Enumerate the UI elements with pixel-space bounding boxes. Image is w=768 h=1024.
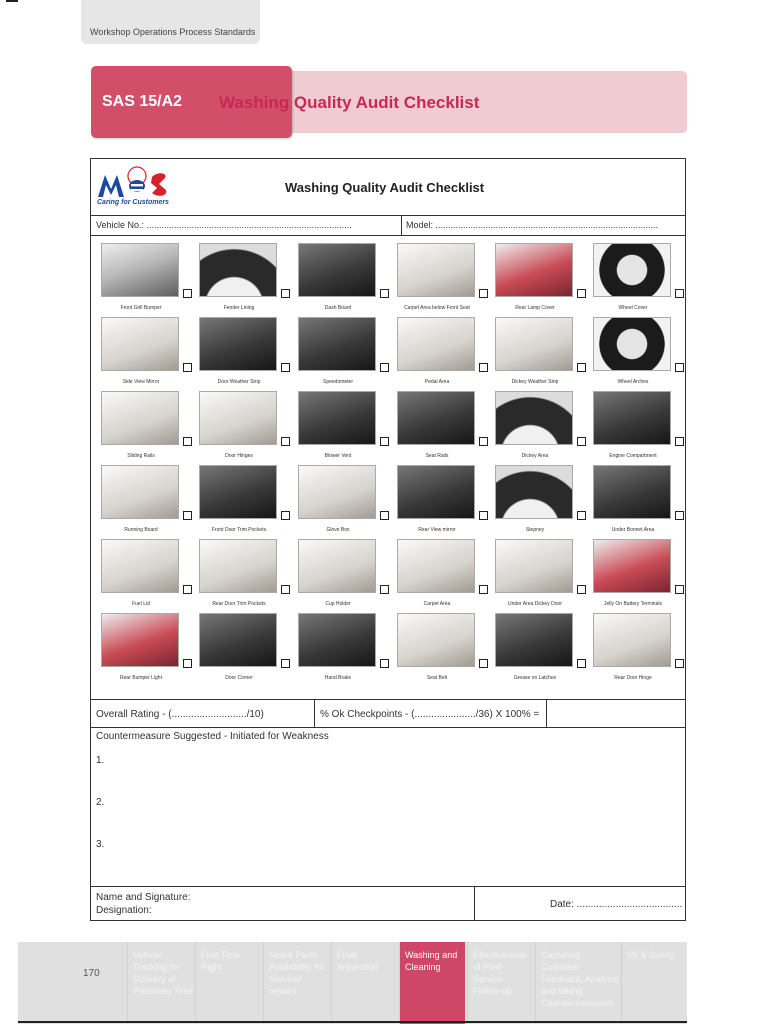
checkpoint-checkbox[interactable] xyxy=(281,511,290,520)
audit-checklist-form xyxy=(90,158,686,921)
checkpoint-photo xyxy=(298,539,376,593)
checkpoint-label: Seat Belt xyxy=(426,675,448,681)
checkpoint-checkbox[interactable] xyxy=(281,363,290,372)
checkpoint-label: Rear Bumper Light xyxy=(120,675,162,681)
countermeasure-item-2[interactable]: 2. xyxy=(96,797,105,808)
checkpoint-label: Under Bonnet Area xyxy=(611,527,655,533)
checkpoint-label: Fuel Lid xyxy=(132,601,150,607)
checkpoint-photo xyxy=(593,465,671,519)
countermeasure-heading: Countermeasure Suggested - Initiated for Weakness xyxy=(96,731,329,742)
checkpoint-checkbox[interactable] xyxy=(675,289,684,298)
checkpoint-checkbox[interactable] xyxy=(281,289,290,298)
process-step: Vehicle Tracking for Delivery at Promised Time xyxy=(127,942,194,1024)
checkpoint-item xyxy=(101,317,189,391)
checkpoint-checkbox[interactable] xyxy=(577,511,586,520)
checkpoint-label: Door Corner xyxy=(225,675,253,681)
process-step: 5S & Safety xyxy=(621,942,687,1024)
checkpoint-photo xyxy=(495,613,573,667)
checkpoint-item xyxy=(199,317,287,391)
checkpoint-label: Dash Board xyxy=(324,305,352,311)
checkpoint-label: Seat Rails xyxy=(425,453,449,459)
form-header xyxy=(91,159,685,215)
checkpoint-label: Dickey Area xyxy=(521,453,549,459)
checkpoint-item xyxy=(397,243,485,317)
checkpoint-photo xyxy=(298,613,376,667)
checkpoint-checkbox[interactable] xyxy=(479,511,488,520)
process-step: Washing and Cleaning xyxy=(399,942,465,1024)
checkpoint-checkbox[interactable] xyxy=(281,437,290,446)
checkpoint-photo xyxy=(199,465,277,519)
checkpoint-item xyxy=(397,465,485,539)
checkpoint-checkbox[interactable] xyxy=(479,585,488,594)
checkpoint-label: Rear Door Hinge xyxy=(614,675,652,681)
checkpoint-item xyxy=(495,539,583,613)
checkpoint-item xyxy=(298,243,386,317)
checkpoint-checkbox[interactable] xyxy=(675,363,684,372)
checkpoint-label: Jelly On Battery Terminals xyxy=(604,601,662,607)
checkpoint-photo xyxy=(397,613,475,667)
process-step: Spare Parts Availability for Service/ repairs xyxy=(263,942,330,1024)
checkpoint-item xyxy=(199,465,287,539)
checkpoint-item xyxy=(495,613,583,687)
checkpoint-item xyxy=(101,243,189,317)
checkpoint-label: Carpet Area below Front Seat xyxy=(404,305,470,311)
checkpoint-label: Rear View mirror xyxy=(418,527,456,533)
checkpoint-photo xyxy=(593,391,671,445)
checkpoint-item xyxy=(397,317,485,391)
checkpoint-item xyxy=(298,613,386,687)
checkpoint-label: Running Board xyxy=(124,527,158,533)
checkpoint-item xyxy=(199,391,287,465)
signature-row xyxy=(91,886,685,921)
checkpoint-label: Door Weather Strip xyxy=(217,379,261,385)
checkpoint-checkbox[interactable] xyxy=(183,437,192,446)
checkpoint-label: Rear Door Trim Pockets xyxy=(212,601,266,607)
checkpoint-photo xyxy=(495,243,573,297)
process-step: Effectiveness of Post-Service Follow-up xyxy=(467,942,534,1024)
checkpoint-photo xyxy=(397,465,475,519)
checkpoint-item xyxy=(298,539,386,613)
checkpoint-photo xyxy=(199,317,277,371)
checkpoint-checkbox[interactable] xyxy=(479,363,488,372)
checkpoint-checkbox[interactable] xyxy=(380,289,389,298)
divider xyxy=(474,886,475,921)
checkpoint-photo xyxy=(101,317,179,371)
divider xyxy=(546,699,547,727)
vehicle-info-row xyxy=(91,215,685,235)
checkpoint-photo xyxy=(199,391,277,445)
designation-field[interactable]: Designation: xyxy=(96,905,152,916)
checkpoint-checkbox[interactable] xyxy=(675,659,684,668)
checkpoint-photo xyxy=(199,243,277,297)
checkpoint-photo xyxy=(101,391,179,445)
checkpoint-photo xyxy=(495,539,573,593)
checkpoint-photo xyxy=(298,243,376,297)
checkpoint-label: Glove Box xyxy=(326,527,350,533)
checkpoint-checkbox[interactable] xyxy=(183,585,192,594)
vehicle-no-field[interactable]: Vehicle No.: .................................................................................. xyxy=(96,220,352,230)
checkpoint-checkbox[interactable] xyxy=(479,289,488,298)
checkpoint-item xyxy=(101,613,189,687)
checkpoint-checkbox[interactable] xyxy=(183,659,192,668)
checkpoint-photo xyxy=(397,317,475,371)
checkpoint-photo xyxy=(397,539,475,593)
checkpoint-label: Fender Lining xyxy=(223,305,255,311)
checkpoint-photo xyxy=(101,465,179,519)
divider xyxy=(314,699,315,727)
checkpoint-item xyxy=(298,465,386,539)
checkpoint-grid xyxy=(91,235,685,699)
checkpoint-item xyxy=(101,539,189,613)
checkpoint-photo xyxy=(101,243,179,297)
checkpoint-label: Pedal Area xyxy=(424,379,450,385)
checkpoint-item xyxy=(593,539,681,613)
checkpoint-item xyxy=(593,317,681,391)
checkpoint-photo xyxy=(298,317,376,371)
checkpoint-checkbox[interactable] xyxy=(577,437,586,446)
checkpoint-photo xyxy=(593,539,671,593)
name-signature-field[interactable]: Name and Signature: xyxy=(96,892,191,903)
checkpoint-photo xyxy=(101,539,179,593)
checkpoint-item xyxy=(101,465,189,539)
ok-checkpoints-field[interactable]: % Ok Checkpoints - (....................../36) X 100% = xyxy=(320,709,540,720)
checkpoint-checkbox[interactable] xyxy=(577,289,586,298)
form-title: Washing Quality Audit Checklist xyxy=(285,180,485,195)
checkpoint-checkbox[interactable] xyxy=(675,511,684,520)
checkpoint-item xyxy=(495,243,583,317)
checkpoint-photo xyxy=(593,317,671,371)
checkpoint-checkbox[interactable] xyxy=(675,585,684,594)
checkpoint-label: Rear Lamp Cover xyxy=(515,305,555,311)
checkpoint-photo xyxy=(397,243,475,297)
rating-row xyxy=(91,699,685,727)
checkpoint-photo xyxy=(593,613,671,667)
footer-underline xyxy=(18,1021,687,1023)
checkpoint-item xyxy=(397,539,485,613)
checkpoint-checkbox[interactable] xyxy=(577,659,586,668)
checkpoint-label: Grease on Latches xyxy=(513,675,557,681)
checkpoint-label: Carpet Area xyxy=(423,601,451,607)
checkpoint-checkbox[interactable] xyxy=(577,585,586,594)
checkpoint-item xyxy=(495,317,583,391)
checkpoint-photo xyxy=(495,391,573,445)
checkpoint-photo xyxy=(101,613,179,667)
checkpoint-label: Under Area Dickey Door xyxy=(508,601,562,607)
checkpoint-photo xyxy=(495,317,573,371)
checkpoint-label: Side View Mirror xyxy=(122,379,160,385)
checkpoint-label: Stepney xyxy=(525,527,545,533)
checkpoint-label: Blower Vent xyxy=(324,453,352,459)
divider xyxy=(401,215,402,235)
model-field[interactable]: Model: ......................................................................................... xyxy=(406,220,659,230)
checkpoint-item xyxy=(495,391,583,465)
checkpoint-checkbox[interactable] xyxy=(479,437,488,446)
checkpoint-photo xyxy=(298,391,376,445)
checkpoint-item xyxy=(199,613,287,687)
process-step: Final Inspection xyxy=(331,942,398,1024)
checkpoint-item xyxy=(397,391,485,465)
checkpoint-checkbox[interactable] xyxy=(183,511,192,520)
checkpoint-item xyxy=(397,613,485,687)
checkpoint-checkbox[interactable] xyxy=(183,363,192,372)
checkpoint-checkbox[interactable] xyxy=(380,437,389,446)
checkpoint-photo xyxy=(199,539,277,593)
checkpoint-label: Speedometer xyxy=(322,379,354,385)
sheet-code: SAS 15/A2 xyxy=(102,93,183,110)
checkpoint-photo xyxy=(199,613,277,667)
corner-mark xyxy=(6,0,18,2)
checkpoint-checkbox[interactable] xyxy=(380,585,389,594)
checkpoint-item xyxy=(101,391,189,465)
countermeasure-item-1[interactable]: 1. xyxy=(96,755,105,766)
checkpoint-photo xyxy=(495,465,573,519)
logo-tagline: Caring for Customers xyxy=(97,199,169,206)
checkpoint-checkbox[interactable] xyxy=(281,585,290,594)
process-step: First Time Right xyxy=(195,942,262,1024)
checkpoint-label: Hand Brake xyxy=(324,675,352,681)
checkpoint-item xyxy=(593,465,681,539)
checkpoint-item xyxy=(298,317,386,391)
checkpoint-item xyxy=(298,391,386,465)
checkpoint-checkbox[interactable] xyxy=(479,659,488,668)
checkpoint-item xyxy=(593,613,681,687)
checkpoint-checkbox[interactable] xyxy=(380,659,389,668)
checkpoint-checkbox[interactable] xyxy=(675,437,684,446)
checkpoint-label: Cup Holder xyxy=(325,601,351,607)
countermeasure-section xyxy=(91,728,685,886)
checkpoint-photo xyxy=(397,391,475,445)
overall-rating-field[interactable]: Overall Rating - (.........................../10) xyxy=(96,709,264,720)
date-field[interactable]: Date: ...................................... xyxy=(550,899,683,910)
checkpoint-photo xyxy=(298,465,376,519)
checkpoint-label: Dickey Weather Strip xyxy=(511,379,559,385)
countermeasure-item-3[interactable]: 3. xyxy=(96,839,105,850)
checkpoint-checkbox[interactable] xyxy=(380,511,389,520)
checkpoint-item xyxy=(593,243,681,317)
checkpoint-item xyxy=(199,539,287,613)
checkpoint-label: Front Door Trim Pockets xyxy=(211,527,267,533)
checkpoint-label: Sliding Rails xyxy=(127,453,155,459)
checkpoint-label: Wheel Cover xyxy=(618,305,648,311)
checkpoint-checkbox[interactable] xyxy=(380,363,389,372)
header-tab: Workshop Operations Process Standards xyxy=(81,0,260,44)
checkpoint-label: Engine Compartment xyxy=(609,453,657,459)
checkpoint-item xyxy=(495,465,583,539)
checkpoint-item xyxy=(593,391,681,465)
checkpoint-photo xyxy=(593,243,671,297)
checkpoint-label: Front Grill Bumper xyxy=(120,305,162,311)
checkpoint-label: Wheel Arches xyxy=(617,379,649,385)
page-number: 170 xyxy=(83,968,100,979)
checkpoint-item xyxy=(199,243,287,317)
sheet-title: Washing Quality Audit Checklist xyxy=(219,93,480,112)
checkpoint-checkbox[interactable] xyxy=(281,659,290,668)
checkpoint-label: Door Hinges xyxy=(225,453,253,459)
process-step: Capturing Customer Feedback, Analysis and taking Countermeasures xyxy=(535,942,620,1024)
checkpoint-checkbox[interactable] xyxy=(577,363,586,372)
checkpoint-checkbox[interactable] xyxy=(183,289,192,298)
